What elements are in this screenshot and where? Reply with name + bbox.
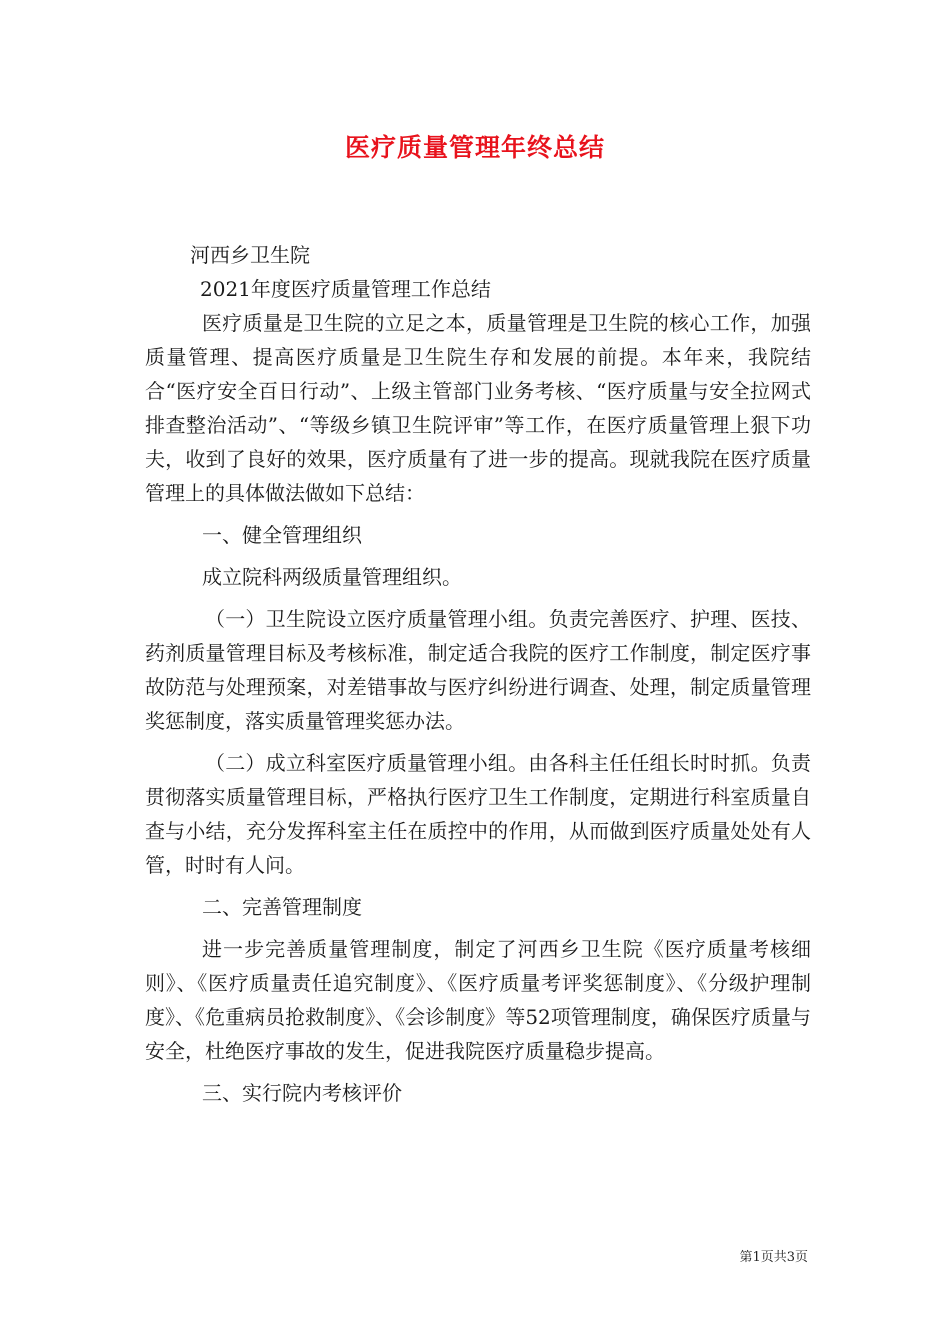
- spacer: [145, 510, 811, 518]
- heading-section-1: 一、健全管理组织: [202, 523, 362, 547]
- spacer: [145, 924, 811, 932]
- paragraph-section-1: 成立院科两级质量管理组织。: [202, 565, 462, 589]
- paragraph-report-title: 2021年度医疗质量管理工作总结: [200, 277, 491, 301]
- spacer: [145, 882, 811, 890]
- heading-section-2: 二、完善管理制度: [202, 895, 362, 919]
- document-title: 医疗质量管理年终总结: [344, 133, 605, 162]
- paragraph-section-2: 进一步完善质量管理制度，制定了河西乡卫生院《医疗质量考核细则》、《医疗质量责任追究制度》、《医疗质量考评奖惩制度》、《分级护理制度》、《危重病员抢救制度》、《会诊制度》等52项管理制度，确保医疗质量与安全，杜绝医疗事故的发生，促进我院医疗质量稳步提高。: [145, 937, 811, 1063]
- spacer: [145, 738, 811, 746]
- document-body: [145, 238, 811, 1110]
- page-number: 第1页共3页: [739, 1250, 808, 1265]
- spacer: [145, 1068, 811, 1076]
- spacer: [145, 594, 811, 602]
- paragraph-org-name: 河西乡卫生院: [190, 243, 310, 267]
- heading-section-3: 三、实行院内考核评价: [202, 1081, 402, 1105]
- paragraph-intro: 医疗质量是卫生院的立足之本，质量管理是卫生院的核心工作，加强质量管理、提高医疗质量是卫生院生存和发展的前提。本年来，我院结合“医疗安全百日行动”、上级主管部门业务考核、“医疗质量与安全拉网式排查整治活动”、“等级乡镇卫生院评审”等工作，在医疗质量管理上狠下功夫，收到了良好的效果，医疗质量有了进一步的提高。现就我院在医疗质量管理上的具体做法做如下总结：: [145, 311, 811, 505]
- paragraph-subsection-1: （一）卫生院设立医疗质量管理小组。负责完善医疗、护理、医技、药剂质量管理目标及考核标准，制定适合我院的医疗工作制度，制定医疗事故防范与处理预案，对差错事故与医疗纠纷进行调查、处理，制定质量管理奖惩制度，落实质量管理奖惩办法。: [145, 607, 811, 733]
- spacer: [145, 552, 811, 560]
- paragraph-subsection-2: （二）成立科室医疗质量管理小组。由各科主任任组长时时抓。负责贯彻落实质量管理目标，严格执行医疗卫生工作制度，定期进行科室质量自查与小结，充分发挥科室主任在质控中的作用，从而做到医疗质量处处有人管，时时有人问。: [145, 751, 811, 877]
